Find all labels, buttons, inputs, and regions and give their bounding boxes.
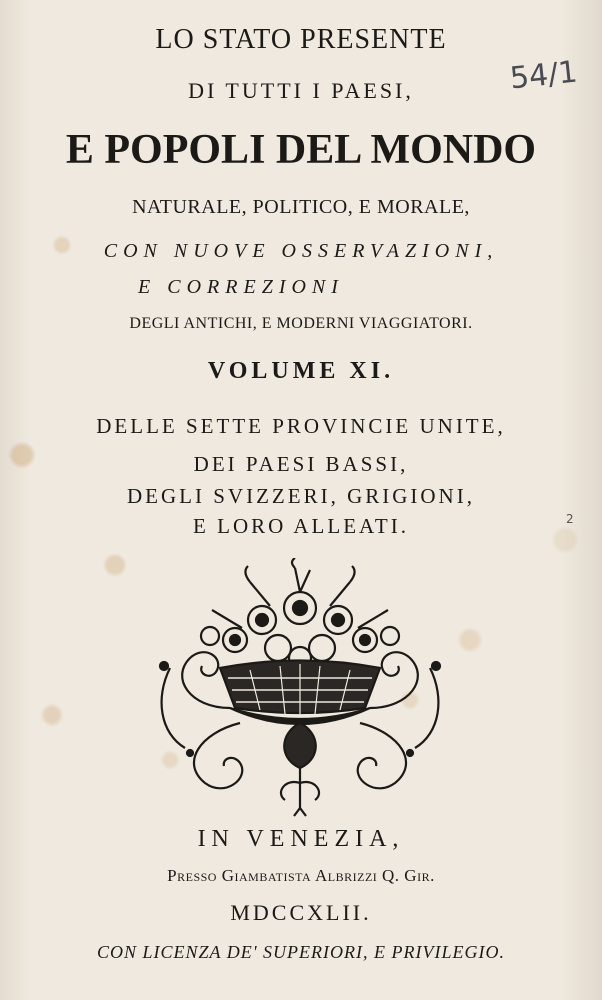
observations-line: CON NUOVE OSSERVAZIONI,: [103, 240, 499, 262]
title-line-1: LO STATO PRESENTE: [155, 24, 447, 55]
publisher-line: Presso Giambatista Albrizzi Q. Gir.: [167, 866, 435, 885]
subject-line-3: DEGLI SVIZZERI, GRIGIONI,: [127, 484, 475, 508]
margin-pencil-mark: 2: [566, 512, 574, 526]
imprint-year: MDCCXLII.: [230, 900, 372, 925]
subtitle-line: NATURALE, POLITICO, E MORALE,: [132, 196, 470, 218]
title-line-2: DI TUTTI I PAESI,: [188, 78, 414, 103]
volume-number: VOLUME XI.: [207, 358, 395, 384]
subject-line-4: E LORO ALLEATI.: [193, 514, 409, 538]
corrections-line: E CORREZIONI: [138, 276, 344, 298]
license-line: CON LICENZA DE' SUPERIORI, E PRIVILEGIO.: [97, 942, 505, 962]
imprint-place: IN VENEZIA,: [197, 826, 405, 852]
subject-line-2: DEI PAESI BASSI,: [193, 452, 409, 476]
flower-bouquet-icon: [201, 558, 399, 669]
subject-line-1: DELLE SETTE PROVINCIE UNITE,: [96, 414, 506, 438]
basket-icon: [220, 661, 380, 725]
main-title: E POPOLI DEL MONDO: [65, 127, 537, 173]
handwritten-shelfmark: 54/1: [508, 54, 580, 97]
travellers-line: DEGLI ANTICHI, E MODERNI VIAGGIATORI.: [129, 315, 473, 332]
floral-basket-ornament: [150, 558, 450, 818]
fleur-de-lis-icon: [281, 723, 319, 816]
